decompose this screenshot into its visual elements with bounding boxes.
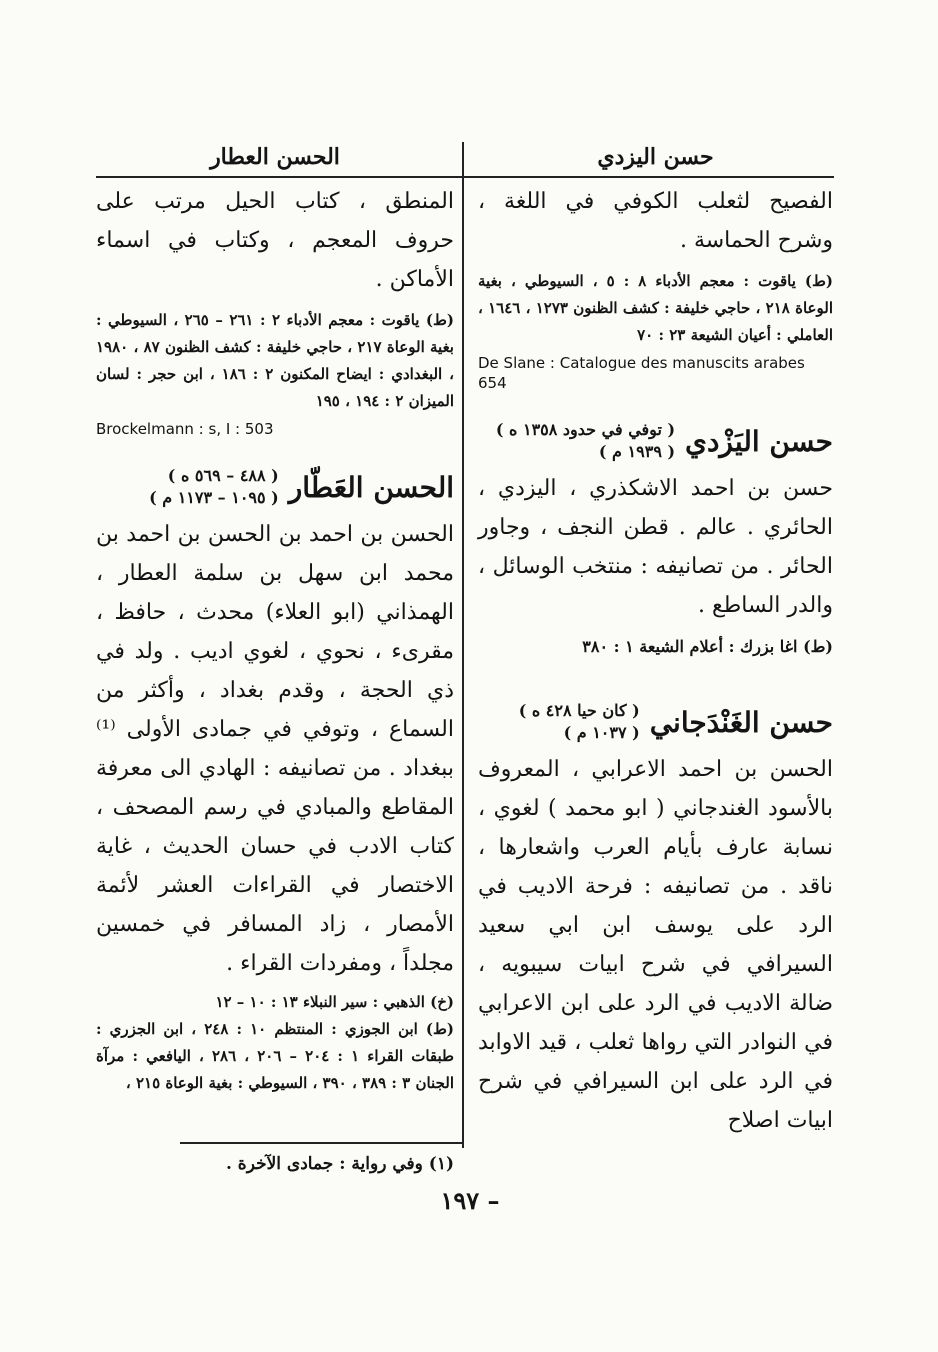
entry-name: الحسن العَطّار (288, 470, 454, 504)
continuation-text-left: المنطق ، كتاب الحيل مرتب على حروف المعجم ، وكتاب في اسماء الأماكن . (96, 189, 454, 292)
left-column (96, 140, 454, 1097)
page-number: – ١٩٧ (440, 1186, 500, 1215)
entry-body: الحسن بن احمد بن الحسن بن احمد بن محمد ابن سهل بن سلمة العطار ، الهمذاني (ابو العلاء) محدث ، حافظ ، مقرىء ، نحوي ، لغوي اديب . ولد في ذي الحجة ، وقدم بغداد ، وأكثر من السماع ، وتوفي في جمادى الأولى ⁽¹⁾ ببغداد . من تصانيفه : الهادي الى معرفة المقاطع والمبادي في رسم المصحف ، كتاب الادب في حسان الحديث ، غاية الاختصار في القراءات العشر لأئمة الأمصار ، زاد المسافر في خمسين مجلداً ، ومفردات القراء . (96, 522, 454, 976)
entry-dates (519, 700, 640, 744)
dates-hijri: ( كان حيا ٤٢٨ ه ) (518, 701, 640, 720)
references-left: (ط) ياقوت : معجم الأدباء ٢ : ٢٦١ – ٢٦٥ ، السيوطي : بغية الوعاة ٢١٧ ، حاجي خليفة : كشف الظنون ٨٧ ، ١٩٨٠ ، البغدادي : ايضاح المكنون ٢ : ١٨٦ ، ابن حجر : لسان الميزان ٢ : ١٩٤ ، ١٩٥ (96, 311, 455, 410)
continuation-text-right: الفصيح لثعلب الكوفي في اللغة ، وشرح الحماسة . (478, 189, 833, 253)
entry-body: حسن بن احمد الاشكذري ، اليزدي ، الحائري . عالم . قطن النجف ، وجاور الحائر . من تصانيفه : منتخب الوسائل ، والدر الساطع . (478, 476, 833, 618)
dates-gregorian: ( ١٩٣٩ م ) (598, 442, 676, 461)
entry-heading-attar (96, 465, 454, 509)
column-divider (462, 142, 464, 1148)
dates-gregorian: ( ١٠٣٧ م ) (563, 723, 640, 742)
running-head-right: حسن اليزدي (597, 144, 714, 170)
entry-heading-ghundijani (478, 700, 833, 744)
footnote-rule (180, 1142, 464, 1144)
entry-references-2: (ط) ابن الجوزي : المنتظم ١٠ : ٢٤٨ ، ابن الجزري : طبقات القراء ١ : ٢٠٤ – ٢٠٦ ، ٢٨٦ ، اليافعي : مرآة الجنان ٣ : ٣٨٩ ، ٣٩٠ ، السيوطي : بغية الوعاة ٢١٥ ، (96, 1020, 454, 1092)
latin-reference-left: Brockelmann : s, I : 503 (96, 420, 274, 438)
references-right: (ط) ياقوت : معجم الأدباء ٨ : ٥ ، السيوطي ، بغية الوعاة ٢١٨ ، حاجي خليفة : كشف الظنون ١٢٧٣ ، ١٦٤٦ ، العاملي : أعيان الشيعة ٢٣ : ٧٠ (478, 272, 833, 344)
entry-dates (496, 419, 675, 463)
dates-gregorian: ( ١٠٩٥ – ١١٧٣ م ) (149, 488, 279, 507)
dates-hijri: ( ٤٨٨ – ٥٦٩ ه ) (167, 466, 279, 485)
dates-hijri: ( توفي في حدود ١٣٥٨ ه ) (495, 420, 676, 439)
entry-name: حسن الغَنْدَجاني (649, 705, 833, 739)
running-head-left: الحسن العطار (210, 144, 340, 170)
latin-reference-right: De Slane : Catalogue des manuscits arabes 654 (478, 354, 805, 392)
entry-references-1: (خ) الذهبي : سير النبلاء ١٣ : ١٠ – ١٢ (215, 993, 454, 1011)
footnote: (١) وفي رواية : جمادى الآخرة . (225, 1154, 454, 1174)
entry-dates (149, 465, 279, 509)
entry-references: (ط) اغا بزرك : أعلام الشيعة ١ : ٣٨٠ (582, 637, 833, 656)
entry-name: حسن اليَزْدي (685, 424, 833, 458)
entry-heading-yazdi (478, 419, 833, 463)
right-column (478, 140, 833, 1140)
entry-body: الحسن بن احمد الاعرابي ، المعروف بالأسود الغندجاني ( ابو محمد ) لغوي ، نسابة عارف بأيام العرب واشعارها ، ناقد . من تصانيفه : فرحة الاديب في الرد على يوسف ابن ابي سعيد السيرافي في شرح ابيات سيبويه ، ضالة الاديب في الرد على ابن الاعرابي في النوادر التي رواها ثعلب ، قيد الاوابد في الرد على ابن السيرافي في شرح ابيات اصلاح (478, 757, 833, 1133)
